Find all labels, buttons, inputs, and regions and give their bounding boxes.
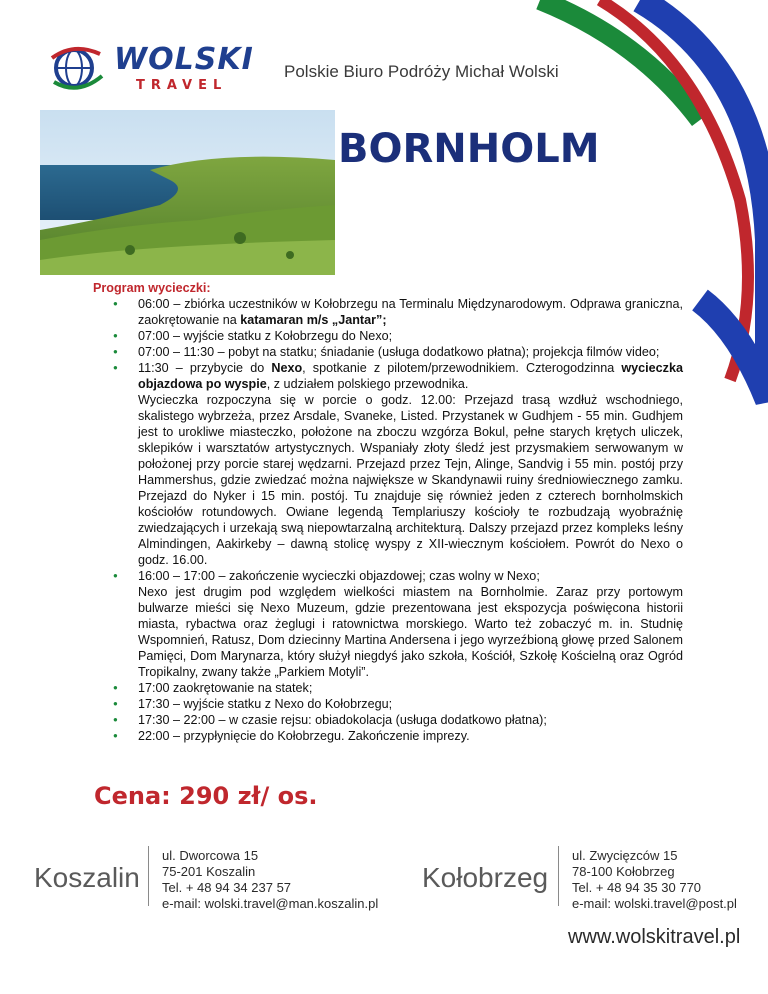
office-city-koszalin: Koszalin xyxy=(34,862,140,893)
program-item xyxy=(93,680,683,696)
program-item-text: 17:30 – 22:00 – w czasie rejsu: obiadokolacja (usługa dodatkowo płatna); xyxy=(138,713,547,727)
program-item-text: 07:00 – wyjście statku z Kołobrzegu do Nexo; xyxy=(138,329,393,343)
program-item xyxy=(93,568,683,680)
program-item-text: , spotkanie z pilotem/przewodnikiem. Czterogodzinna xyxy=(302,361,622,375)
page-title: BORNHOLM xyxy=(338,126,600,172)
program-section xyxy=(93,280,683,744)
program-list xyxy=(93,296,683,744)
program-item-text: 17:30 – wyjście statku z Nexo do Kołobrzegu; xyxy=(138,697,393,711)
program-item xyxy=(93,696,683,712)
address-line: 78-100 Kołobrzeg xyxy=(572,864,675,879)
program-item-highlight: katamaran m/s „Jantar”; xyxy=(240,313,387,327)
tagline: Polskie Biuro Podróży Michał Wolski xyxy=(284,62,559,81)
office-city-kolobrzeg: Kołobrzeg xyxy=(422,862,549,893)
program-item-text: 07:00 – 11:30 – pobyt na statku; śniadanie (usługa dodatkowo płatna); projekcja filmów video; xyxy=(138,345,660,359)
divider xyxy=(558,846,559,906)
globe-icon xyxy=(50,40,106,96)
office-address-kolobrzeg xyxy=(572,848,737,912)
program-item xyxy=(93,296,683,328)
phone-line: Tel. + 48 94 34 237 57 xyxy=(162,880,292,895)
company-logo xyxy=(50,40,260,96)
address-line: ul. Zwycięzców 15 xyxy=(572,848,678,863)
program-item-text: 06:00 – zbiórka uczestników w Kołobrzegu na Terminalu Międzynarodowym. Odprawa graniczna, zaokrętowanie na xyxy=(138,297,683,327)
program-item-text: 22:00 – przypłynięcie do Kołobrzegu. Zakończenie imprezy. xyxy=(138,729,470,743)
office-address-koszalin xyxy=(162,848,378,912)
divider xyxy=(148,846,149,906)
website-link[interactable]: www.wolskitravel.pl xyxy=(568,926,741,948)
logo-subtitle: TRAVEL xyxy=(136,78,228,93)
program-item xyxy=(93,360,683,568)
logo-brand: WOLSKI xyxy=(114,42,254,77)
program-item-highlight: Nexo xyxy=(271,361,303,375)
email-link[interactable]: e-mail: wolski.travel@man.koszalin.pl xyxy=(162,896,379,911)
price: Cena: 290 zł/ os. xyxy=(94,782,318,810)
email-link[interactable]: e-mail: wolski.travel@post.pl xyxy=(572,896,737,911)
program-item-highlight: wycieczka objazdowa po wyspie xyxy=(138,361,683,391)
program-heading: Program wycieczki: xyxy=(93,281,211,295)
address-line: ul. Dworcowa 15 xyxy=(162,848,259,863)
program-item-description: Wycieczka rozpoczyna się w porcie o godz. 12.00: Przejazd trasą wzdłuż wschodniego, skalistego wybrzeża, przez Arsdale, Svaneke, Listed. Przystanek w Gudhjem - 55 min. Gudhjem jest to urokliwe miasteczko, położone na zboczu wzgórza Bokul, pełne starych krętych uliczek, sklepików i warsztatów artystycznych. Wspaniały złoty śledź jest przysmakiem serwowanym w położonej przy porcie starej wędzarni. Przejazd przez Tejn, Alinge, Sandvig i 55 min. postój przy Hammershus, gdzie zwiedzać można największe w Skandynawii ruiny średniowiecznego zamku. Przejazd do Nyker i 15 min. postój. Tu znajduje się również jeden z czterech bornholmskich kościołów rotundowych. Owiane legendą Templariuszy kościoły te rozbudzają wyobraźnię zwiedzających i urzekają swą niepowtarzalną architekturą. Dalszy przejazd przez kompleks leśny Almindingen, Aakirkeby – dawną stolicę wyspy z XII-wiecznym kościołem. Powrót do Nexo o godz. 16.00. xyxy=(138,393,683,567)
program-item-text: 11:30 – przybycie do xyxy=(138,361,272,375)
program-item xyxy=(93,712,683,728)
program-item-description: Nexo jest drugim pod względem wielkości miastem na Bornholmie. Zaraz przy portowym bulwarze mieści się Nexo Muzeum, gdzie prezentowana jest ekspozycja poświęcona historii miasta, rybactwa oraz żeglugi i ratownictwa morskiego. Warto też zobaczyć m. in. Studnię Wspomnień, Ratusz, Dom dziecinny Martina Andersena i jego wyrzeźbioną głowę przed Salonem Pamięci, Dom Marynarza, który służył niegdyś jako szkoła, Kościół, Szkołę Kościelną oraz Ogród Tropikalny, zwany także „Parkiem Motyli”. xyxy=(138,585,683,679)
address-line: 75-201 Koszalin xyxy=(162,864,256,879)
program-item xyxy=(93,344,683,360)
program-item-text: 16:00 – 17:00 – zakończenie wycieczki objazdowej; czas wolny w Nexo; xyxy=(138,569,540,583)
phone-line: Tel. + 48 94 35 30 770 xyxy=(572,880,702,895)
program-item xyxy=(93,728,683,744)
program-item xyxy=(93,328,683,344)
program-item-text: 17:00 zaokrętowanie na statek; xyxy=(138,681,313,695)
bornholm-coast-photo xyxy=(40,110,335,275)
program-item-text: , z udziałem polskiego przewodnika. xyxy=(266,377,469,391)
